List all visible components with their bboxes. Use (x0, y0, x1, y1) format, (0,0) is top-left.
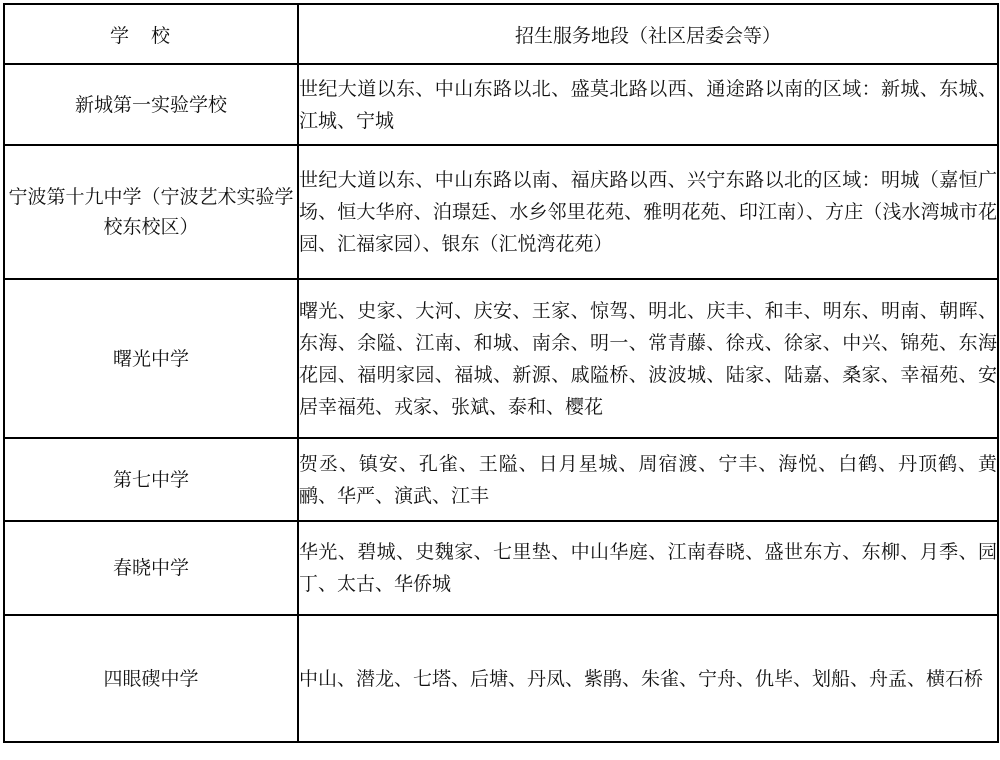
school-name: 春晓中学 (4, 521, 298, 615)
service-area: 世纪大道以东、中山东路以北、盛莫北路以西、通途路以南的区域：新城、东城、江城、宁城 (298, 64, 998, 145)
service-area: 华光、碧城、史魏家、七里垫、中山华庭、江南春晓、盛世东方、东柳、月季、园丁、太古、华侨城 (298, 521, 998, 615)
school-name: 新城第一实验学校 (4, 64, 298, 145)
school-zone-table (3, 3, 999, 743)
table-row (4, 521, 998, 615)
table-row (4, 615, 998, 742)
school-name: 第七中学 (4, 438, 298, 521)
service-area: 贺丞、镇安、孔雀、王隘、日月星城、周宿渡、宁丰、海悦、白鹤、丹顶鹤、黄鹂、华严、演武、江丰 (298, 438, 998, 521)
header-school: 学校 (4, 4, 298, 64)
table-row (4, 145, 998, 279)
school-name: 四眼碶中学 (4, 615, 298, 742)
service-area: 曙光、史家、大河、庆安、王家、惊驾、明北、庆丰、和丰、明东、明南、朝晖、东海、余隘、江南、和城、南余、明一、常青藤、徐戎、徐家、中兴、锦苑、东海花园、福明家园、福城、新源、戚隘桥、波波城、陆家、陆嘉、桑家、幸福苑、安居幸福苑、戎家、张斌、泰和、樱花 (298, 279, 998, 438)
table-row (4, 438, 998, 521)
school-name: 宁波第十九中学（宁波艺术实验学校东校区） (4, 145, 298, 279)
service-area: 世纪大道以东、中山东路以南、福庆路以西、兴宁东路以北的区域：明城（嘉恒广场、恒大华府、泊璟廷、水乡邻里花苑、雅明花苑、印江南）、方庄（浅水湾城市花园、汇福家园）、银东（汇悦湾花苑） (298, 145, 998, 279)
table-header-row (4, 4, 998, 64)
table-row (4, 64, 998, 145)
header-area: 招生服务地段（社区居委会等） (298, 4, 998, 64)
table-row (4, 279, 998, 438)
service-area: 中山、潜龙、七塔、后塘、丹凤、紫鹃、朱雀、宁舟、仇毕、划船、舟孟、横石桥 (298, 615, 998, 742)
school-name: 曙光中学 (4, 279, 298, 438)
